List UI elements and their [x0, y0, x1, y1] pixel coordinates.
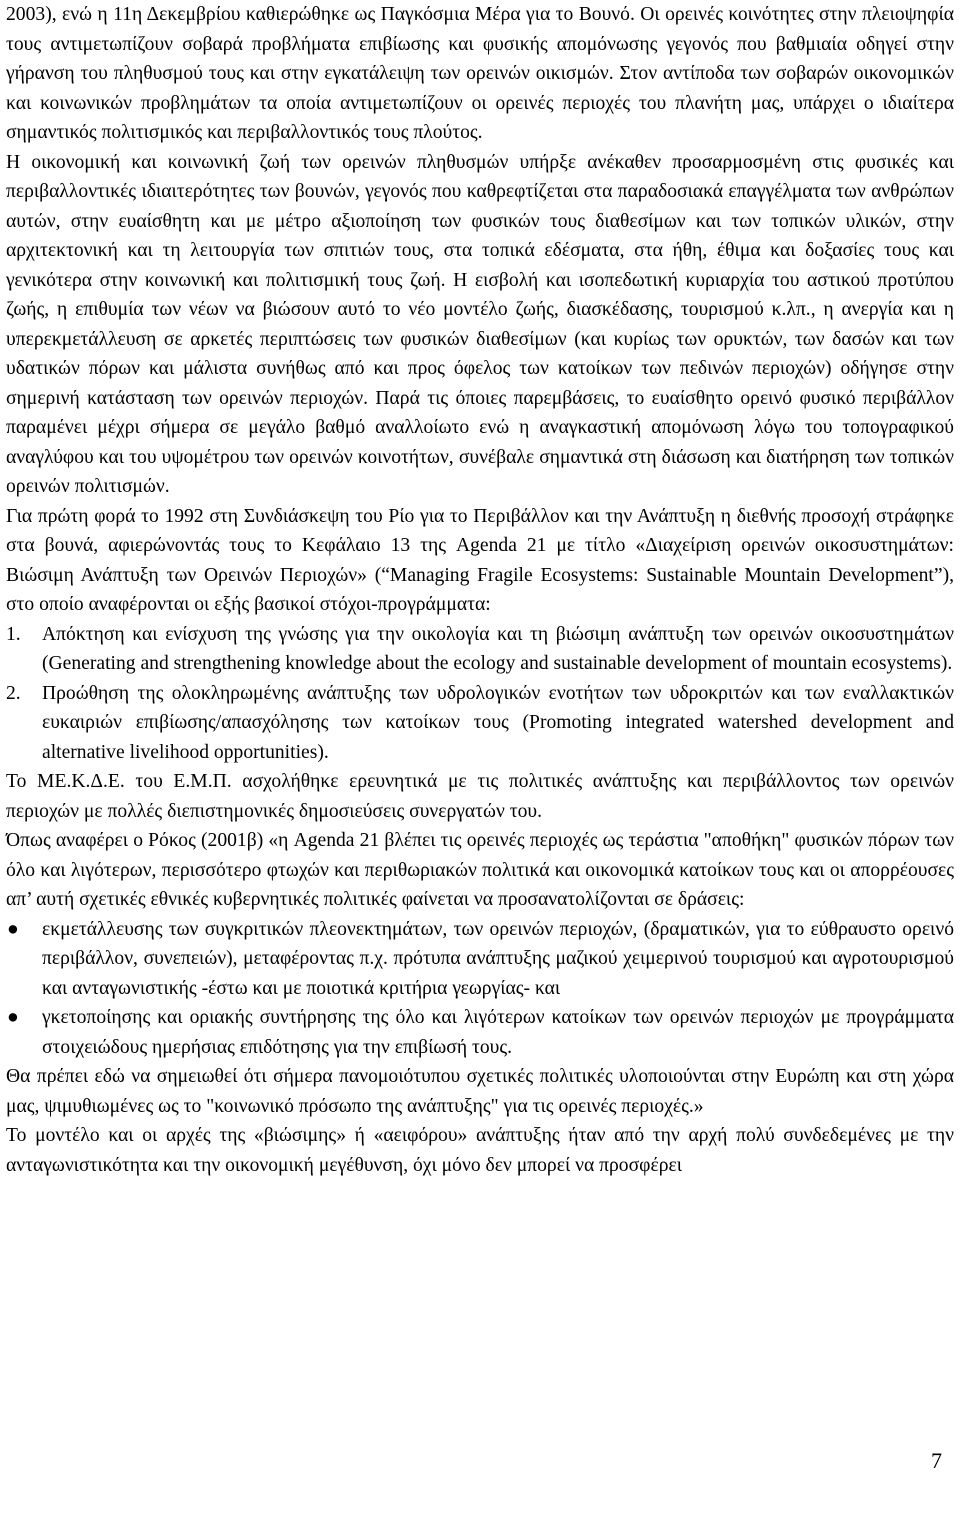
bullet-icon: ●	[7, 918, 19, 940]
goals-list	[6, 620, 954, 768]
list-item	[6, 915, 954, 1004]
paragraph-6: Θα πρέπει εδώ να σημειωθεί ότι σήμερα πανομοιότυπου σχετικές πολιτικές υλοποιούνται στην Ευρώπη και στη χώρα μας, ψιμυθιωμένες ως το "κοινωνικό πρόσωπο της ανάπτυξης" για τις ορεινές περιοχές.»	[6, 1066, 954, 1117]
list-number: 1.	[6, 623, 21, 645]
list-item-text: γκετοποίησης και οριακής συντήρησης της όλο και λιγότερων κατοίκων των ορεινών περιοχών με προγράμματα στοιχειώδους ημερήσιας επιδότησης για την επιβίωσή τους.	[42, 1007, 954, 1058]
list-number: 2.	[6, 682, 21, 704]
document-page	[6, 0, 954, 1180]
list-item-text: εκμετάλλευσης των συγκριτικών πλεονεκτημάτων, των ορεινών περιοχών, (δραματικών, για το εύθραυστο ορεινό περιβάλλον, συνεπειών), μεταφέροντας π.χ. πρότυπα ανάπτυξης μαζικού χειμερινού τουρισμού και αγροτουρισμού και ανταγωνιστικής -έστω και με ποιοτικά κριτήρια γεωργίας- και	[42, 918, 954, 999]
paragraph-5: Όπως αναφέρει ο Ρόκος (2001β) «η Agenda 21 βλέπει τις ορεινές περιοχές ως τεράστια "αποθήκη" φυσικών πόρων των όλο και λιγότερων, περισσότερο φτωχών και περιθωριακών πολιτικά και οικονομικά κατοίκων τους και οι απορρέουσες απ’ αυτή σχετικές εθνικές κυβερνητικές πολιτικές φαίνεται να προσανατολίζονται σε δράσεις:	[6, 830, 954, 910]
list-item-text: Απόκτηση και ενίσχυση της γνώσης για την οικολογία και τη βιώσιμη ανάπτυξη των ορεινών οικοσυστημάτων (Generating and strengthening knowledge about the ecology and sustainable development of mountain ecosystems).	[42, 623, 954, 674]
list-item	[6, 1003, 954, 1062]
bullet-list	[6, 915, 954, 1063]
list-item-text: Προώθηση της ολοκληρωμένης ανάπτυξης των υδρολογικών ενοτήτων των υδροκριτών και των εναλλακτικών ευκαιριών επιβίωσης/απασχόλησης των κατοίκων τους (Promoting integrated watershed development and alternative livelihood opportunities).	[42, 682, 954, 763]
paragraph-7: Το μοντέλο και οι αρχές της «βιώσιμης» ή «αειφόρου» ανάπτυξης ήταν από την αρχή πολύ συνδεδεμένες με την ανταγωνιστικότητα και την οικονομική μεγέθυνση, όχι μόνο δεν μπορεί να προσφέρει	[6, 1125, 954, 1176]
bullet-icon: ●	[7, 1007, 19, 1028]
list-item	[6, 620, 954, 679]
page-number: 7	[931, 1448, 942, 1473]
paragraph-4: Το ΜΕ.Κ.Δ.Ε. του Ε.Μ.Π. ασχολήθηκε ερευνητικά με τις πολιτικές ανάπτυξης και περιβάλλοντος των ορεινών περιοχών με πολλές διεπιστημονικές δημοσιεύσεις συνεργατών του.	[6, 771, 954, 822]
list-item	[6, 679, 954, 768]
paragraph-1: 2003), ενώ η 11η Δεκεμβρίου καθιερώθηκε ως Παγκόσμια Μέρα για το Βουνό. Οι ορεινές κοινότητες στην πλειοψηφία τους αντιμετωπίζουν σοβαρά προβλήματα επιβίωσης και φυσικής απομόνωσης γεγονός που βαθμιαία οδηγεί στην γήρανση του πληθυσμού τους και στην εγκατάλειψη των ορεινών οικισμών. Στον αντίποδα των σοβαρών οικονομικών και κοινωνικών προβλημάτων τα οποία αντιμετωπίζουν οι ορεινές περιοχές του πλανήτη μας, υπάρχει ο ιδιαίτερα σημαντικός πολιτισμικός και περιβαλλοντικός τους πλούτος.	[6, 4, 954, 143]
paragraph-3: Για πρώτη φορά το 1992 στη Συνδιάσκεψη του Ρίο για το Περιβάλλον και την Ανάπτυξη η διεθνής προσοχή στράφηκε στα βουνά, αφιερώνοντάς τους το Κεφάλαιο 13 της Agenda 21 με τίτλο «Διαχείριση ορεινών οικοσυστημάτων: Βιώσιμη Ανάπτυξη των Ορεινών Περιοχών» (“Managing Fragile Ecosystems: Sustainable Mountain Development”), στο οποίο αναφέρονται οι εξής βασικοί στόχοι-προγράμματα:	[6, 505, 954, 615]
paragraph-2: Η οικονομική και κοινωνική ζωή των ορεινών πληθυσμών υπήρξε ανέκαθεν προσαρμοσμένη στις φυσικές και περιβαλλοντικές ιδιαιτερότητες των βουνών, γεγονός που καθρεφτίζεται στα παραδοσιακά επαγγέλματα των ανθρώπων αυτών, στην ευαίσθητη και με μέτρο αξιοποίηση των φυσικών τους διαθεσίμων και των τοπικών υλικών, στην αρχιτεκτονική και τη λειτουργία των σπιτιών τους, στα τοπικά εδέσματα, στα ήθη, έθιμα και δοξασίες τους και γενικότερα στην κοινωνική και πολιτισμική τους ζωή. Η εισβολή και ισοπεδωτική κυριαρχία του αστικού προτύπου ζωής, η επιθυμία των νέων να βιώσουν αυτό το νέο μοντέλο ζωής, διασκέδασης, τουρισμού κ.λπ., η ανεργία και η υπερεκμετάλλευση σε αρκετές περιπτώσεις των φυσικών διαθεσίμων (και κυρίως των ορυκτών, των δασών και των υδατικών πόρων και μάλιστα συνήθως από και προς όφελος των κατοίκων των πεδινών περιοχών) οδήγησε στην σημερινή κατάσταση των ορεινών περιοχών. Παρά τις όποιες παρεμβάσεις, το ευαίσθητο ορεινό φυσικό περιβάλλον παραμένει μέχρι σήμερα σε μεγάλο βαθμό αναλλοίωτο ενώ η αναγκαστική απομόνωση λόγω του τοπογραφικού αναγλύφου και του υψομέτρου των ορεινών κοινοτήτων, συνέβαλε σημαντικά στη διάσωση και διατήρηση των τοπικών ορεινών πολιτισμών.	[6, 151, 954, 497]
